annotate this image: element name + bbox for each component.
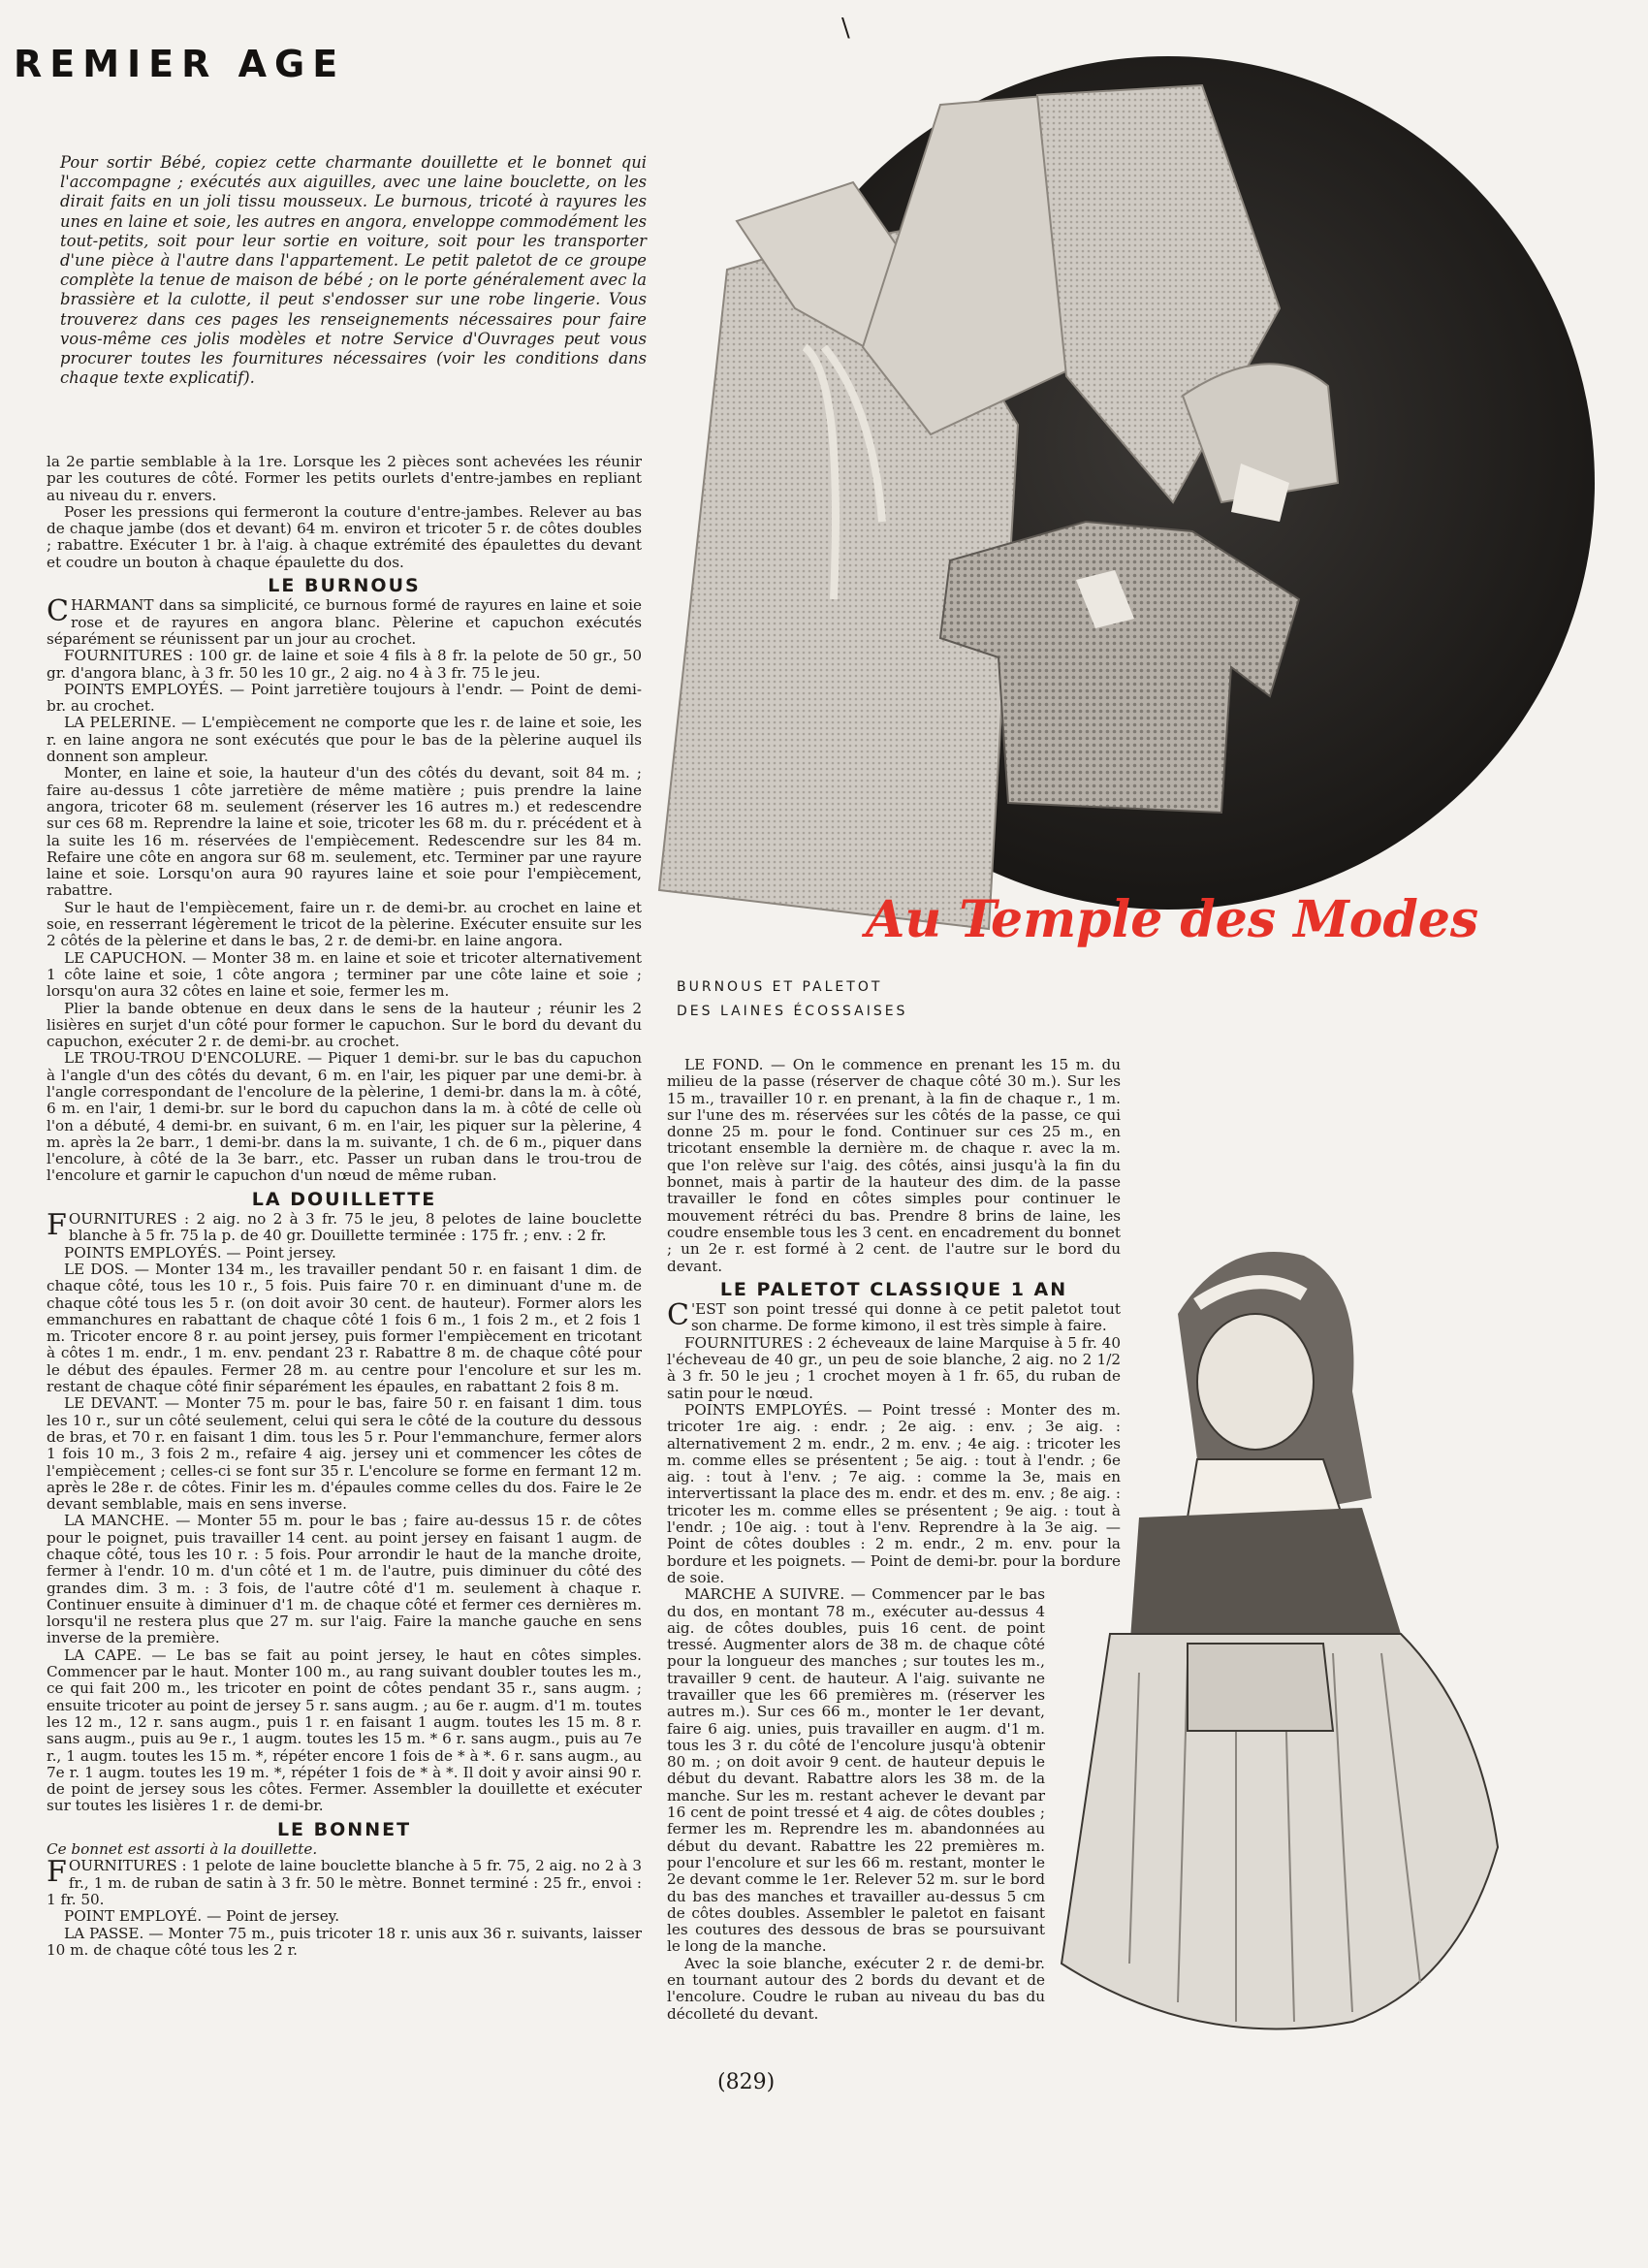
paragraph: POINTS EMPLOYÉS. — Point jersey. xyxy=(64,1243,336,1262)
paragraph: LE TROU-TROU D'ENCOLURE. — Piquer 1 demi-br. sur le bas du capuchon à l'angle d'un des côtés du devant, 6 m. en l'air, les piquer par une demi-br. à l'angle correspondant de l'encolure de la pèlerine, 1 demi-br. dans la m. à côté, 6 m. en l'air, 1 demi-br. sur le bord du capuchon dans la m. à côté de celle où l'on a débuté, 4 demi-br. en suivant, 6 m. en l'air, les piquer sur la pèlerine, 4 m. après la 2e barr., 1 demi-br. dans la m. suivante, 1 ch. de 6 m., piquer dans l'encolure, à côté de la 3e barr., etc. Passer un ruban dans le trou-trou de l'encolure et garnir le capuchon d'un nœud de même ruban. xyxy=(47,1049,642,1185)
watermark: Au Temple des Modes xyxy=(866,890,1479,949)
paragraph: FOURNITURES : 1 pelote de laine bouclette blanche à 5 fr. 75, 2 aig. no 2 à 3 fr., 1 m. de ruban de satin à 3 fr. 50 le mètre. Bonnet terminé : 25 fr., envoi : 1 fr. 50. xyxy=(47,1855,642,1908)
paragraph: FOURNITURES : 2 écheveaux de laine Marquise à 5 fr. 40 l'écheveau de 40 gr., un peu de soie blanche, 2 aig. no 2 1/2 à 3 fr. 50 le jeu ; 1 crochet moyen à 1 fr. 65, du ruban de satin pour le nœud. xyxy=(667,1333,1121,1402)
drop-cap: C xyxy=(667,1298,689,1333)
paragraph: Monter, en laine et soie, la hauteur d'un des côtés du devant, soit 84 m. ; faire au-dessus 1 côte jarretière de même matière ; puis prendre la laine angora, tricoter 68 m. seulement (réserver les 16 autres m.) et redescendre sur ces 68 m. Reprendre la laine et soie, tricoter les 68 m. du r. précédent et à la suite les 16 m. réservées de l'empiècement. Redescendre sur les 84 m. Refaire une côte en angora sur 68 m. seulement, etc. Terminer par une rayure laine et soie. Lorsqu'on aura 90 rayures laine et soie pour l'empiècement, rabattre. xyxy=(47,764,642,900)
girl-illustration xyxy=(1052,1227,1595,2060)
narrow-block xyxy=(667,1586,1045,2023)
paragraph: LE FOND. — On le commence en prenant les 15 m. du milieu de la passe (réserver de chaque côté 30 m.). Sur les 15 m., travailler 10 r. en prenant, à la fin de chaque r., 1 m. sur l'une des m. réservées sur les côtés de la passe, ce qui donne 25 m. pour le fond. Continuer sur ces 25 m., en tricotant ensemble la dernière m. de chaque r. avec la m. que l'on relève sur l'aig. des côtés, ainsi jusqu'à la fin du bonnet, mais à partir de la hauteur des dim. de la passe travailler le fond en côtes simples pour continuer le mouvement rétréci du bas. Prendre 8 brins de laine, les coudre ensemble tous les 3 cent. en encadrement du bonnet ; un 2e r. est formé à 2 cent. de l'autre sur le bord du devant. xyxy=(667,1056,1121,1275)
section-heading-douillette: LA DOUILLETTE xyxy=(251,1188,437,1210)
drop-cap: F xyxy=(47,1208,67,1243)
paragraph: Poser les pressions qui fermeront la couture d'entre-jambes. Relever au bas de chaque jambe (dos et devant) 64 m. environ et tricoter 5 r. de côtes doubles ; rabattre. Exécuter 1 br. à l'aig. à chaque extrémité des épaulettes du devant et coudre un bouton à chaque épaulette du dos. xyxy=(47,502,642,571)
paragraph: MARCHE A SUIVRE. — Commencer par le bas du dos, en montant 78 m., exécuter au-dessus 4 aig. de côtes doubles, puis 16 cent. de point tressé. Augmenter alors de 38 m. de chaque côté pour la longueur des manches ; sur toutes les m., travailler 9 cent. de hauteur. A l'aig. suivante ne travailler que les 66 premières m. (réserver les autres m.). Sur ces 66 m., monter le 1er devant, faire 6 aig. unies, puis travailler en augm. d'1 m. tous les 3 r. du côté de l'encolure jusqu'à obtenir 80 m. ; on doit avoir 9 cent. de hauteur depuis le début du devant. Rabattre alors les 38 m. de la manche. Sur les m. restant achever le devant par 16 cent de point tressé et 4 aig. de côtes doubles ; fermer les m. Reprendre les m. abandonnées au début du devant. Rabattre les 22 premières m. pour l'encolure et sur les 66 m. restant, monter le 2e devant comme le 1er. Relever 52 m. sur le bord du bas des manches et travailler au-dessus 5 cm de côtes doubles. Assembler le paletot en faisant les coutures des dessous de bras se poursuivant le long de la manche. xyxy=(667,1585,1045,1956)
caption-line: DES LAINES ÉCOSSAISES xyxy=(677,1004,908,1019)
paragraph: LA CAPE. — Le bas se fait au point jersey, le haut en côtes simples. Commencer par le haut. Monter 100 m., au rang suivant doubler toutes les m., ce qui fait 200 m., les tricoter en point de côtes pendant 35 r., sans augm. ; ensuite tricoter au point de jersey 5 r. sans augm. ; au 6e r. augm. d'1 m. toutes les 12 m., 12 r. sans augm., puis 1 r. en faisant 1 augm. toutes les 15 m. 8 r. sans augm., puis au 9e r., 1 augm. toutes les 15 m. * 6 r. sans augm., puis au 7e r., 1 augm. toutes les 15 m. *, répéter encore 1 fois de * à *. 6 r. sans augm., au 7e r. 1 augm. toutes les 19 m. *, répéter 1 fois de * à *. Il doit y avoir ainsi 90 r. de point de jersey sous les côtes. Fermer. Assembler la douillette et exécuter sur toutes les lisières 1 r. de demi-br. xyxy=(47,1645,642,1815)
paragraph: LE CAPUCHON. — Monter 38 m. en laine et soie et tricoter alternativement 1 côte laine et soie, 1 côte angora ; terminer par une côte laine et soie ; lorsqu'on aura 32 côtes en laine et soie, fermer les m. xyxy=(47,948,642,1001)
left-column xyxy=(47,454,642,1959)
garments-photo xyxy=(650,56,1600,1026)
page-number: (829) xyxy=(717,2070,776,2094)
paragraph: FOURNITURES : 2 aig. no 2 à 3 fr. 75 le jeu, 8 pelotes de laine bouclette blanche à 5 fr. 75 la p. de 40 gr. Douillette terminée : 175 fr. ; env. : 2 fr. xyxy=(47,1208,642,1245)
section-heading-burnous: LE BURNOUS xyxy=(268,575,421,597)
drop-cap: F xyxy=(47,1855,67,1890)
paragraph: C 'EST son point tressé qui donne à ce petit paletot tout son charme. De forme kimono, il est très simple à faire. xyxy=(667,1298,1121,1335)
photo-caption xyxy=(677,975,907,1024)
paragraph: LA PASSE. — Monter 75 m., puis tricoter 18 r. unis aux 36 r. suivants, laisser 10 m. de chaque côté tous les 2 r. xyxy=(47,1924,642,1959)
paragraph: Avec la soie blanche, exécuter 2 r. de demi-br. en tournant autour des 2 bords du devant et de l'encolure. Coudre le ruban au niveau du bas du décolleté du devant. xyxy=(667,1954,1045,2023)
section-heading-bonnet: LE BONNET xyxy=(276,1818,412,1840)
paragraph: Ce bonnet est assorti à la douillette. xyxy=(47,1840,318,1859)
paragraph: POINTS EMPLOYÉS. — Point jarretière toujours à l'endr. — Point de demi-br. au crochet. xyxy=(47,680,642,716)
paragraph: LE DEVANT. — Monter 75 m. pour le bas, faire 50 r. en faisant 1 dim. tous les 10 r., sur un côté seulement, celui qui sera le côté de la couture du dessous de bras, et 70 r. en faisant 1 dim. tous les 5 r. Pour l'emmanchure, fermer alors 1 fois 10 m., 3 fois 2 m., refaire 4 aig. jersey uni et commencer les côtes de l'empiècement ; celles-ci se font sur 35 r. L'encolure se forme en fermant 12 m. après le 28e r. de côtes. Finir les m. d'épaules comme celles du dos. Faire le 2e devant semblable, mais en sens inverse. xyxy=(47,1394,642,1514)
paragraph: la 2e partie semblable à la 1re. Lorsque les 2 pièces sont achevées les réunir par les coutures de côté. Former les petits ourlets d'entre-jambes en repliant au niveau du r. envers. xyxy=(47,453,642,504)
margin-mark: \ xyxy=(841,14,850,43)
paragraph: Sur le haut de l'empiècement, faire un r. de demi-br. au crochet en laine et soie, en resserrant légèrement le tricot de la pèlerine. Exécuter ensuite sur les 2 côtés de la pèlerine et dans le bas, 2 r. de demi-br. en laine angora. xyxy=(47,898,642,950)
paragraph: CHARMANT dans sa simplicité, ce burnous formé de rayures en laine et soie rose et de rayures en angora blanc. Pèlerine et capuchon exécutés séparément se réunissent par un jour au crochet. xyxy=(47,594,642,648)
drop-cap: C xyxy=(47,594,69,629)
page-section-title: REMIER AGE xyxy=(14,43,346,85)
intro-paragraph: Pour sortir Bébé, copiez cette charmante douillette et le bonnet qui l'accompagne ; exécutés aux aiguilles, avec une laine bouclette, on les dirait faits en un joli tissu mousseux. Le burnous, tricoté à rayures les unes en laine et soie, les autres en angora, enveloppe commodément les tout-petits, soit pour leur sortie en voiture, soit pour les transporter d'une pièce à l'autre dans l'appartement. Le petit paletot de ce groupe complète la tenue de maison de bébé ; on le porte généralement avec la brassière et la culotte, il peut s'endosser sur une robe lingerie. Vous trouverez dans ces pages les renseignements nécessaires pour faire vous-même ces jolis modèles et notre Service d'Ouvrages peut vous procurer toutes les fournitures nécessaires (voir les conditions dans chaque texte explicatif). xyxy=(60,153,647,388)
section-heading-paletot: LE PALETOT CLASSIQUE 1 AN xyxy=(719,1278,1068,1300)
paragraph: POINT EMPLOYÉ. — Point de jersey. xyxy=(64,1907,340,1926)
paragraph: LA PELERINE. — L'empiècement ne comporte que les r. de laine et soie, les r. en laine angora ne sont exécutés que pour le bas de la pèlerine auquel ils donnent son ampleur. xyxy=(47,714,642,766)
caption-line: BURNOUS ET PALETOT xyxy=(677,979,883,995)
paragraph: POINTS EMPLOYÉS. — Point tressé : Monter des m. tricoter 1re aig. : endr. ; 2e aig. : env. ; 3e aig. : alternativement 2 m. endr., 2 m. env. ; 4e aig. : tricoter les m. comme elles se présentent ; 5e aig. : tout à l'endr. ; 6e aig. : tout à l'env. ; 7e aig. : comme la 3e, mais en intervertissant la place des m. endr. et des m. env. ; 8e aig. : tricoter les m. comme elles se présentent ; 9e aig. : tout à l'endr. ; 10e aig. : tout à l'env. Reprendre à la 3e aig. — Point de côtes doubles : 2 m. endr., 2 m. env. pour la bordure et les poignets. — Point de demi-br. pour la bordure de soie. xyxy=(667,1400,1121,1586)
paragraph: LA MANCHE. — Monter 55 m. pour le bas ; faire au-dessus 15 r. de côtes pour le poignet, puis travailler 14 cent. au point jersey en faisant 1 augm. de chaque côté, tous les 10 r. : 5 fois. Pour arrondir le haut de la manche droite, fermer à l'endr. 10 m. d'un côté et 1 m. de l'autre, puis diminuer du côté des grandes dim. 3 m. : 3 fois, de l'autre côté d'1 m. seulement à chaque r. Continuer ensuite à diminuer d'1 m. de chaque côté et fermer ces dernières m. lorsqu'il ne restera plus que 27 m. sur l'aig. Faire la manche gauche en sens inverse de la première. xyxy=(47,1512,642,1647)
paragraph: Plier la bande obtenue en deux dans le sens de la hauteur ; réunir les 2 lisières en surjet d'un côté pour former le capuchon. Sur le bord du devant du capuchon, exécuter 2 r. de demi-br. au crochet. xyxy=(47,999,642,1051)
paragraph: LE DOS. — Monter 134 m., les travailler pendant 50 r. en faisant 1 dim. de chaque côté, tous les 10 r., 5 fois. Puis faire 70 r. en diminuant d'une m. de chaque côté tous les 5 r. (on doit avoir 30 cent. de hauteur). Former alors les emmanchures en rabattant de chaque côté 1 fois 6 m., 1 fois 2 m., et 2 fois 1 m. Tricoter encore 8 r. au point jersey, puis former l'empiècement en tricotant à côtes 1 m. endr., 1 m. env. pendant 23 r. Rabattre 8 m. de chaque côté pour le début des épaules. Fermer 28 m. au centre pour l'encolure et sur les m. restant de chaque côté finir séparément les épaules, en rabattant 2 fois 8 m. xyxy=(47,1260,642,1396)
paragraph: FOURNITURES : 100 gr. de laine et soie 4 fils à 8 fr. la pelote de 50 gr., 50 gr. d'angora blanc, à 3 fr. 50 les 10 gr., 2 aig. no 4 à 3 fr. 75 le jeu. xyxy=(47,647,642,682)
